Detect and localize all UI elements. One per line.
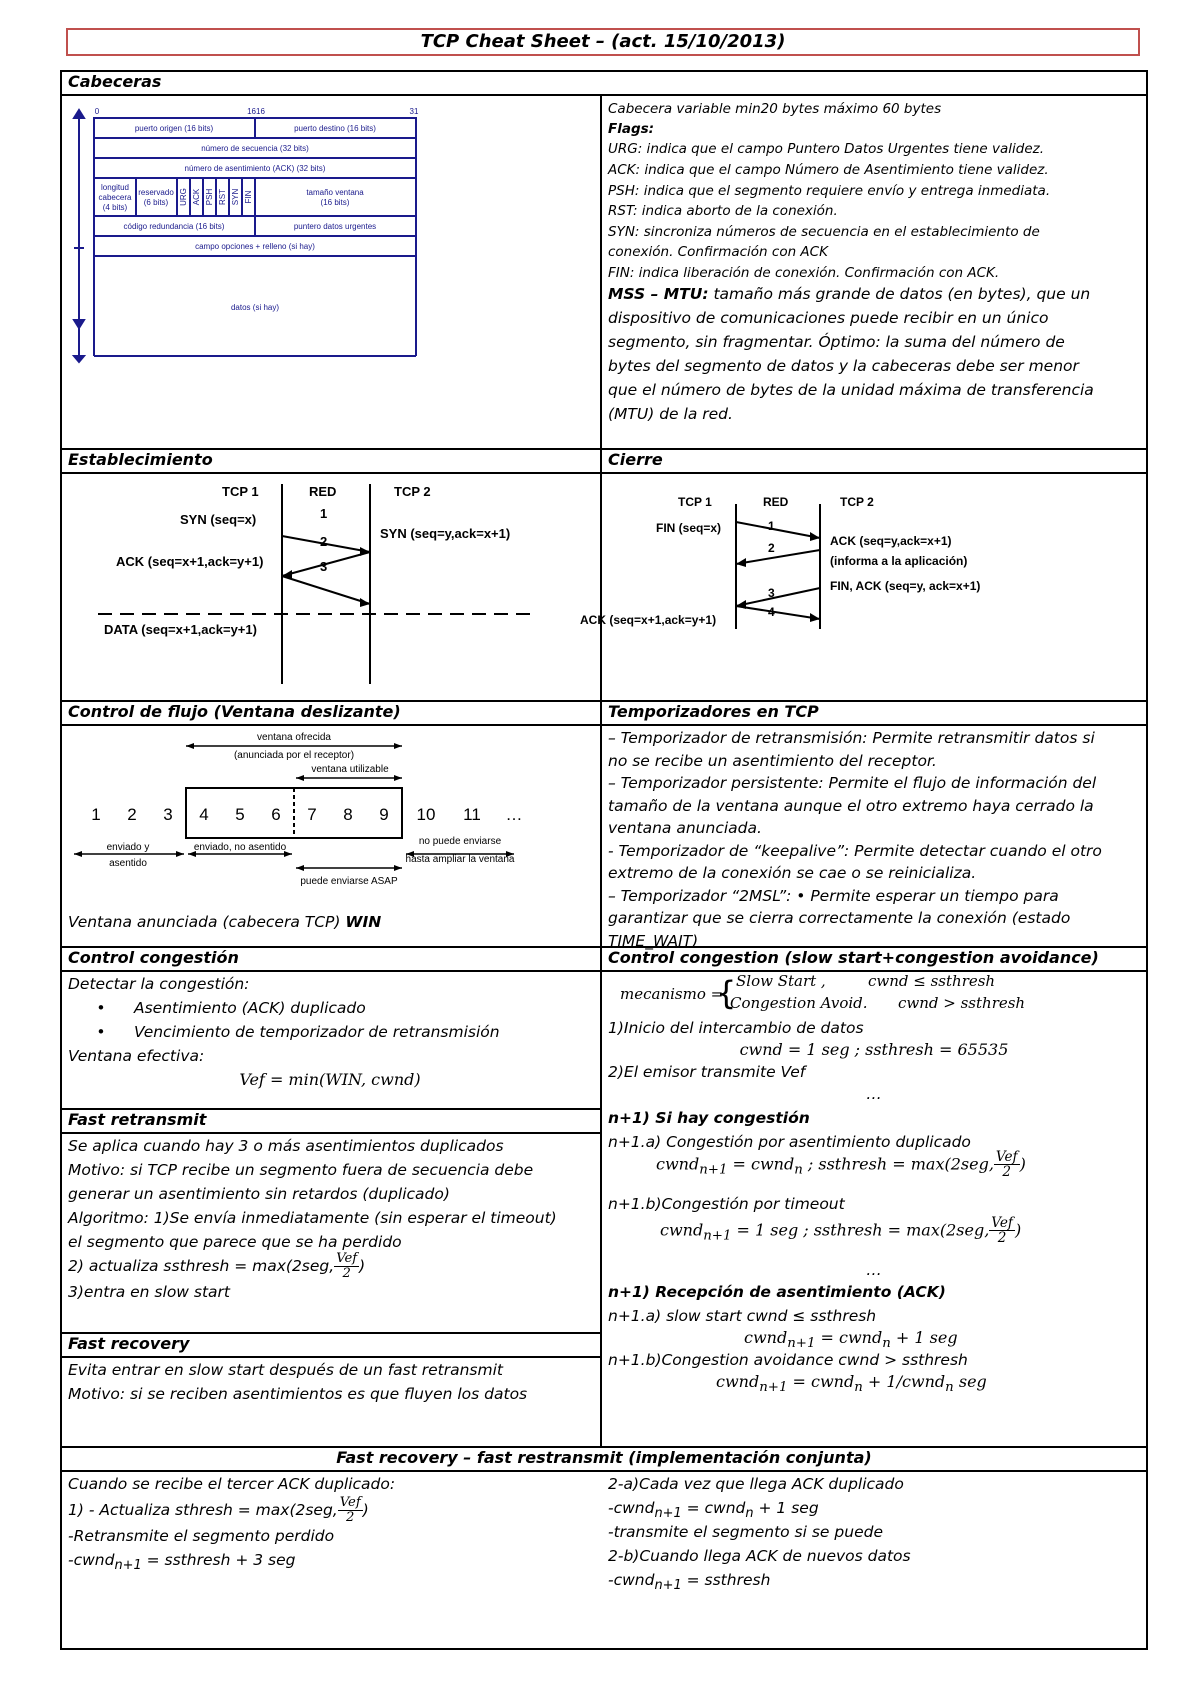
cierre-fin-label: FIN (seq=x) bbox=[656, 521, 722, 535]
flag-psh-desc: PSH: indica que el segmento requiere envío y entrega inmediata. bbox=[608, 183, 1051, 199]
rule bbox=[60, 448, 1148, 450]
vef-fraction bbox=[334, 1252, 359, 1281]
bit-label-31: 31 bbox=[409, 107, 419, 116]
conj-r-line4: 2-b)Cuando llega ACK de nuevos datos bbox=[608, 1547, 911, 1565]
fr-line5: el segmento que parece que se ha perdido bbox=[68, 1233, 402, 1251]
conj-line4: -cwnd$_{n+1}$ = ssthresh + 3 seg bbox=[68, 1551, 296, 1574]
estab-tcp1-label: TCP 1 bbox=[222, 484, 259, 499]
section-temporizadores: Temporizadores en TCP bbox=[608, 702, 819, 721]
vef-formula: Vef = min(WIN, cwnd) bbox=[239, 1070, 421, 1089]
puede-enviarse-label: puede enviarse ASAP bbox=[300, 876, 398, 887]
cierre-tcp1-label: TCP 1 bbox=[678, 495, 712, 509]
bullet-icon: • bbox=[96, 1023, 106, 1041]
conj-line2: 1) - Actualiza sthresh = max(2seg, $\frac{\text{Vef}}{2}$ ) bbox=[68, 1495, 369, 1525]
slow-start-cond: n+1.a) slow start cwnd ≤ ssthresh bbox=[608, 1307, 877, 1325]
flag-fin-desc: FIN: indica liberación de conexión. Confirmación con ACK. bbox=[608, 265, 1000, 281]
temporizador-line: – Temporizador de retransmisión: Permite retransmitir datos si bbox=[608, 729, 1095, 747]
tcp-header-diagram bbox=[64, 98, 524, 428]
field-longitud: (4 bits) bbox=[102, 203, 128, 212]
conj-line4-b: = ssthresh + 3 seg bbox=[141, 1551, 296, 1569]
field-num-secuencia: número de secuencia (32 bits) bbox=[201, 144, 309, 153]
window-seq-number: 6 bbox=[271, 805, 281, 824]
window-seq-number: 7 bbox=[307, 805, 317, 824]
ventana-caption bbox=[68, 910, 381, 935]
bullet-icon: • bbox=[96, 999, 106, 1017]
fr-line1: Se aplica cuando hay 3 o más asentimientos duplicados bbox=[68, 1137, 504, 1155]
temporizador-line: extremo de la conexión se cae o se reinicializa. bbox=[608, 864, 977, 882]
estab-data-label: DATA (seq=x+1,ack=y+1) bbox=[104, 622, 257, 637]
fr-line6-text: 2) actualiza ssthresh = max(2seg, bbox=[68, 1256, 335, 1275]
frac-den: 2 bbox=[997, 1230, 1007, 1247]
conj-line1: Cuando se recibe el tercer ACK duplicado: bbox=[68, 1475, 396, 1493]
dots-2: … bbox=[866, 1261, 882, 1279]
inicio-intercambio: 1)Inicio del intercambio de datos bbox=[608, 1019, 864, 1037]
ventana-anunciada-label: (anunciada por el receptor) bbox=[233, 750, 355, 761]
mecanismo-cong-cond: cwnd > ssthresh bbox=[898, 994, 1026, 1012]
cheat-sheet bbox=[60, 70, 1148, 1650]
fr-line3: generar un asentimiento sin retardos (duplicado) bbox=[68, 1185, 450, 1203]
formula-slow-start: cwnd$_{n+1}$ = cwnd$_n$ + 1 seg bbox=[744, 1328, 958, 1352]
window-seq-number: 5 bbox=[235, 805, 245, 824]
frec-line1: Evita entrar en slow start después de un fast retransmit bbox=[68, 1361, 503, 1379]
section-fast-recovery: Fast recovery bbox=[68, 1334, 190, 1353]
window-seq-number: 8 bbox=[343, 805, 353, 824]
conj-line4-a: -cwnd bbox=[68, 1551, 115, 1569]
field-reservado: (6 bits) bbox=[143, 198, 169, 207]
conj-r-line3: -transmite el segmento si se puede bbox=[608, 1523, 883, 1541]
field-puntero-urgentes: puntero datos urgentes bbox=[293, 222, 377, 231]
flag-psh: PSH bbox=[205, 188, 214, 206]
temporizador-line: no se recibe un asentimiento del receptor. bbox=[608, 751, 937, 770]
bullet-temporizador: Vencimiento de temporizador de retransmisión bbox=[134, 1023, 500, 1041]
field-datos: datos (si hay) bbox=[230, 303, 280, 312]
frac-num: Vef bbox=[339, 1495, 361, 1510]
field-puerto-origen: puerto origen (16 bits) bbox=[134, 124, 214, 133]
bit-label-16: 1616 bbox=[247, 107, 265, 116]
enviado-asentido-label: enviado y bbox=[106, 842, 150, 853]
flag-syn-desc: SYN: sincroniza números de secuencia en el establecimiento de bbox=[608, 224, 1040, 240]
emisor-transmite: 2)El emisor transmite Vef bbox=[608, 1063, 806, 1081]
cong-avoid-cond: n+1.b)Congestion avoidance cwnd > ssthresh bbox=[608, 1351, 968, 1369]
flag-urg: URG bbox=[179, 188, 188, 206]
ventana-caption-win: WIN bbox=[345, 913, 382, 931]
section-control-flujo: Control de flujo (Ventana deslizante) bbox=[68, 702, 401, 721]
frac-den: 2 bbox=[342, 1265, 351, 1281]
column-divider bbox=[600, 94, 602, 1447]
field-puerto-destino: puerto destino (16 bits) bbox=[294, 124, 376, 133]
flag-rst-desc: RST: indica aborto de la conexión. bbox=[608, 203, 838, 219]
si-congestion: n+1) Si hay congestión bbox=[608, 1109, 810, 1127]
temporizador-line: ventana anunciada. bbox=[608, 819, 762, 837]
mss-line6: (MTU) de la red. bbox=[608, 405, 733, 423]
cierre-step-2: 2 bbox=[768, 541, 775, 555]
field-opciones: campo opciones + relleno (si hay) bbox=[195, 242, 315, 251]
flag-fin: FIN bbox=[244, 190, 253, 204]
formula-ack-dup: cwnd$_{n+1}$ = cwnd$_n$ ; ssthresh = max(2seg, $\frac{\text{Vef}}{2}$ ) bbox=[656, 1149, 1026, 1181]
flags-title: Flags: bbox=[608, 121, 655, 137]
mecanismo-slow-start: Slow Start , bbox=[736, 972, 826, 990]
field-ventana: (16 bits) bbox=[320, 198, 350, 207]
bullet-item bbox=[68, 1020, 500, 1045]
bit-label-0: 0 bbox=[94, 107, 100, 116]
cierre-ack2-label: ACK (seq=x+1,ack=y+1) bbox=[580, 613, 717, 627]
section-establecimiento: Establecimiento bbox=[68, 450, 213, 469]
mss-text: tamaño más grande de datos (en bytes), que un bbox=[708, 285, 1091, 303]
cierre-tcp2-label: TCP 2 bbox=[840, 495, 874, 509]
conj-r-line5-a: -cwnd bbox=[608, 1571, 655, 1589]
conj-line2-text: 1) - Actualiza sthresh = max(2seg, bbox=[68, 1500, 338, 1519]
conj-line3: -Retransmite el segmento perdido bbox=[68, 1527, 335, 1545]
flag-ack: ACK bbox=[192, 188, 201, 206]
establecimiento-diagram bbox=[64, 474, 594, 696]
cierre-step-4: 4 bbox=[768, 605, 775, 619]
conj-r-line2-b: = cwnd bbox=[681, 1499, 746, 1517]
hasta-ampliar-label: hasta ampliar la ventana bbox=[405, 854, 515, 865]
conj-r-line5: -cwnd$_{n+1}$ = ssthresh bbox=[608, 1571, 771, 1594]
enviado-no-asentido-label: enviado, no asentido bbox=[193, 842, 287, 853]
estab-step-3: 3 bbox=[320, 559, 328, 574]
ventana-ofrecida-label: ventana ofrecida bbox=[257, 732, 331, 743]
flag-syn: SYN bbox=[231, 188, 240, 206]
temporizador-line: – Temporizador persistente: Permite el flujo de información del bbox=[608, 774, 1097, 792]
field-longitud: longitud bbox=[100, 183, 130, 192]
cierre-informa-label: (informa a la aplicación) bbox=[830, 554, 968, 568]
formula-cong-avoid: cwnd$_{n+1}$ = cwnd$_n$ + 1/cwnd$_n$ seg bbox=[716, 1372, 987, 1396]
vef-fraction bbox=[994, 1150, 1020, 1180]
field-longitud: cabecera bbox=[98, 193, 132, 202]
temporizador-line: – Temporizador “2MSL”: • Permite esperar un tiempo para bbox=[608, 886, 1059, 905]
conj-r-line2-a: -cwnd bbox=[608, 1499, 655, 1517]
mss-line4: bytes del segmento de datos y la cabeceras debe ser menor bbox=[608, 357, 1079, 375]
ventana-utilizable-label: ventana utilizable bbox=[311, 764, 389, 775]
frac-num: Vef bbox=[336, 1251, 358, 1266]
flag-syn-desc-2: conexión. Confirmación con ACK bbox=[608, 244, 828, 260]
congestion-timeout: n+1.b)Congestión por timeout bbox=[608, 1195, 845, 1213]
brace-icon: { bbox=[716, 974, 737, 1012]
cierre-ack-label: ACK (seq=y,ack=x+1) bbox=[830, 534, 952, 548]
section-cabeceras: Cabeceras bbox=[68, 72, 162, 91]
mecanismo-slow-cond: cwnd ≤ ssthresh bbox=[868, 972, 996, 990]
no-puede-enviarse-label: no puede enviarse bbox=[418, 836, 502, 847]
ventana-caption-text: Ventana anunciada (cabecera TCP) bbox=[68, 913, 346, 931]
congestion-ack-dup: n+1.a) Congestión por asentimiento duplicado bbox=[608, 1133, 971, 1151]
temporizador-line: - Temporizador de “keepalive”: Permite detectar cuando el otro bbox=[608, 841, 1102, 860]
fr-line6: 2) actualiza ssthresh = max(2seg, $\frac{\text{Vef}}{2}$ ) bbox=[68, 1251, 366, 1281]
field-reservado: reservado bbox=[138, 188, 174, 197]
fr-line7: 3)entra en slow start bbox=[68, 1283, 231, 1301]
cierre-step-3: 3 bbox=[768, 586, 775, 600]
flag-ack-desc: ACK: indica que el campo Número de Asentimiento tiene validez. bbox=[608, 162, 1049, 178]
mss-line3: segmento, sin fragmentar. Óptimo: la suma del número de bbox=[608, 333, 1065, 351]
section-control-congestion-right: Control congestion (slow start+congestion avoidance) bbox=[608, 948, 1099, 967]
section-conjunta: Fast recovery – fast restransmit (implementación conjunta) bbox=[336, 1448, 872, 1467]
window-seq-number: 10 bbox=[416, 805, 436, 824]
flag-urg-desc: URG: indica que el campo Puntero Datos Urgentes tiene validez. bbox=[608, 141, 1045, 157]
cierre-step-1: 1 bbox=[768, 519, 775, 533]
field-codigo-redundancia: código redundancia (16 bits) bbox=[123, 222, 225, 231]
bullet-item bbox=[68, 996, 366, 1021]
window-seq-number: … bbox=[505, 805, 523, 824]
formula-timeout: cwnd$_{n+1}$ = 1 seg ; ssthresh = max(2seg, $\frac{\text{Vef}}{2}$ ) bbox=[660, 1215, 1022, 1247]
fr-line4: Algoritmo: 1)Se envía inmediatamente (sin esperar el timeout) bbox=[68, 1209, 557, 1227]
conj-r-line2: -cwnd$_{n+1}$ = cwnd$_n$ + 1 seg bbox=[608, 1499, 819, 1522]
conj-r-line5-b: = ssthresh bbox=[681, 1571, 771, 1589]
estab-step-1: 1 bbox=[320, 506, 328, 521]
inicio-formula: cwnd = 1 seg ; ssthresh = 65535 bbox=[739, 1040, 1009, 1059]
window-seq-number: 2 bbox=[127, 805, 137, 824]
estab-red-label: RED bbox=[309, 484, 337, 499]
fr-line2: Motivo: si TCP recibe un segmento fuera de secuencia debe bbox=[68, 1161, 534, 1179]
frac-den: 2 bbox=[1002, 1164, 1012, 1181]
mecanismo-cong-avoid: Congestion Avoid. bbox=[730, 994, 868, 1012]
field-num-asentimiento: número de asentimiento (ACK) (32 bits) bbox=[184, 164, 326, 173]
field-ventana: tamaño ventana bbox=[306, 188, 364, 197]
temporizador-line: tamaño de la ventana aunque el otro extremo haya cerrado la bbox=[608, 796, 1094, 815]
cierre-red-label: RED bbox=[763, 495, 789, 509]
mecanismo-label: mecanismo = bbox=[620, 985, 724, 1003]
section-fast-retransmit: Fast retransmit bbox=[68, 1110, 207, 1129]
mss-line2: dispositivo de comunicaciones puede recibir en un único bbox=[608, 309, 1049, 327]
ventana-efectiva-label: Ventana efectiva: bbox=[68, 1047, 205, 1065]
estab-tcp2-label: TCP 2 bbox=[394, 484, 431, 499]
page-title: TCP Cheat Sheet – (act. 15/10/2013) bbox=[66, 28, 1140, 56]
window-seq-number: 3 bbox=[163, 805, 173, 824]
mss-label: MSS – MTU: bbox=[608, 285, 709, 303]
rule bbox=[60, 94, 1148, 96]
flag-rst: RST bbox=[218, 189, 227, 205]
enviado-asentido-label-2: asentido bbox=[109, 858, 147, 869]
window-seq-number: 11 bbox=[463, 805, 481, 824]
window-seq-number: 1 bbox=[91, 805, 101, 824]
cierre-finack-label: FIN, ACK (seq=y, ack=x+1) bbox=[830, 579, 981, 593]
frec-line2: Motivo: si se reciben asentimientos es que fluyen los datos bbox=[68, 1385, 528, 1403]
frac-num: Vef bbox=[995, 1149, 1018, 1165]
cabeceras-line1: Cabecera variable min20 bytes máximo 60 bytes bbox=[608, 101, 942, 117]
mss-line1 bbox=[608, 282, 1090, 307]
estab-syn2-label: SYN (seq=y,ack=x+1) bbox=[380, 526, 511, 541]
recepcion-ack: n+1) Recepción de asentimiento (ACK) bbox=[608, 1283, 946, 1301]
window-seq-number: 9 bbox=[379, 805, 389, 824]
dots-1: … bbox=[866, 1085, 882, 1103]
conj-r-line2-c: + 1 seg bbox=[753, 1499, 819, 1517]
window-seq-number: 4 bbox=[199, 805, 209, 824]
vef-fraction bbox=[338, 1496, 363, 1525]
estab-step-2: 2 bbox=[320, 534, 328, 549]
estab-syn-label: SYN (seq=x) bbox=[180, 512, 257, 527]
section-cierre: Cierre bbox=[608, 450, 663, 469]
ventana-diagram bbox=[64, 726, 594, 906]
frac-num: Vef bbox=[991, 1215, 1013, 1231]
vef-fraction bbox=[989, 1216, 1015, 1246]
conj-r-line1: 2-a)Cada vez que llega ACK duplicado bbox=[608, 1475, 904, 1493]
detectar-congestion: Detectar la congestión: bbox=[68, 975, 250, 993]
bullet-ack-duplicado: Asentimiento (ACK) duplicado bbox=[134, 999, 366, 1017]
cierre-diagram bbox=[580, 474, 1144, 696]
mss-line5: que el número de bytes de la unidad máxima de transferencia bbox=[608, 381, 1094, 399]
temporizador-line: garantizar que se cierra correctamente la conexión (estado bbox=[608, 909, 1071, 927]
estab-ack-label: ACK (seq=x+1,ack=y+1) bbox=[116, 554, 264, 569]
frac-den: 2 bbox=[346, 1509, 355, 1525]
temporizador-line: TIME_WAIT) bbox=[608, 931, 699, 950]
section-control-congestion: Control congestión bbox=[68, 948, 239, 967]
